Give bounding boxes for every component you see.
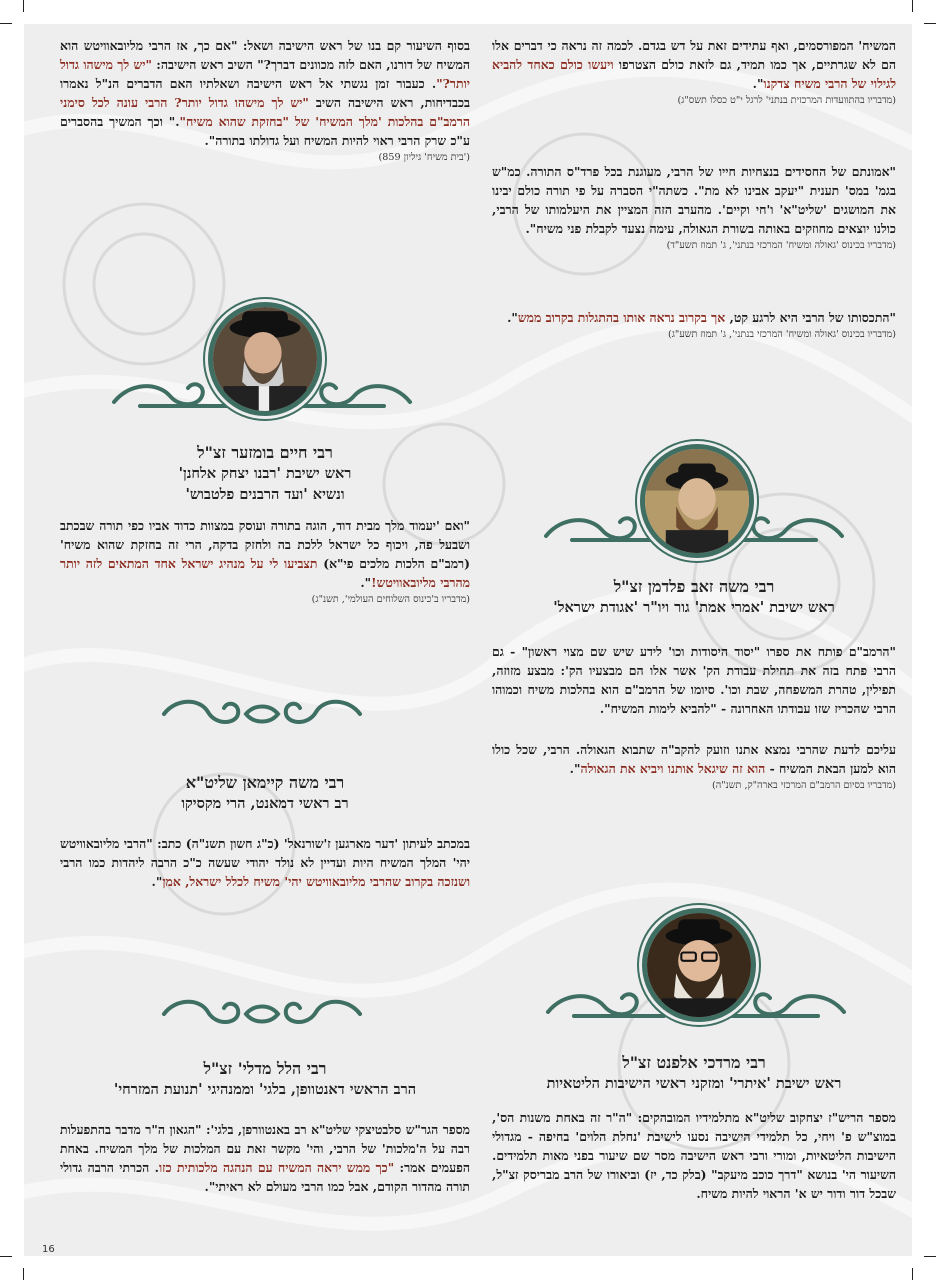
portrait-image: [645, 449, 749, 553]
quote-block: [492, 162, 896, 253]
quote-text: [492, 308, 896, 327]
quote-highlight: תצביעו לי על מנהיג ישראל אחד המתאים לזה יותר מהרבי מליובאוויטש!: [60, 556, 470, 590]
crop-mark: [912, 0, 913, 12]
quote-text-part: ".: [569, 761, 581, 776]
person-caption: [492, 576, 896, 618]
person-caption: [60, 442, 470, 505]
quote-block: [60, 516, 470, 607]
quote-text-part: המשיח' המפורסמים, ואף עתידים זאת על דש בגדם. לכמה זה נראה כי דברים אלו הם לא שגרתיים, אך כמו תמיד, גם לזאת כולם הצטרפו: [492, 38, 896, 72]
crop-mark: [924, 23, 936, 24]
quote-source: (מדבריו בהתוועדות המרכזית בנתני' לרגל י"ט כסלו תשס"ג): [677, 95, 896, 106]
quote-text: [60, 1120, 470, 1196]
crop-mark: [0, 1256, 12, 1257]
crop-mark: [0, 23, 12, 24]
person-title: רב ראשי דמאנט, הרי מקסיקו: [181, 795, 349, 812]
quote-highlight: "יש לך מישהו גדול יותר?": [59, 57, 470, 91]
quote-text-part: ".: [151, 874, 163, 889]
crop-mark: [924, 1256, 936, 1257]
quote-highlight: "יש לך מישהו גדול יותר? הרבי עונה לכל סימני הרמב"ם בהלכות 'מלך המשיח' של "בחזקת שהוא משיח": [60, 95, 470, 129]
quote-highlight: אך בקרוב נראה אותו בהתגלות בקרוב ממש: [517, 310, 726, 325]
quote-block: [60, 1120, 470, 1196]
quote-block: [492, 642, 896, 718]
quote-text-part: ." וכך המשיך בהסברים ע"כ שרק הרבי ראוי להיות המשיח ועל גדולתו בתורה".: [60, 114, 470, 148]
person-caption: [60, 1058, 470, 1100]
person-name: רבי משה זאב פלדמן זצ"ל: [613, 577, 775, 596]
crop-mark: [23, 0, 24, 12]
quote-text-part: ".: [752, 76, 764, 91]
quote-source: ('בית משיח' גיליון 859): [378, 152, 470, 163]
quote-source: (מדבריו בכינוס 'גאולה ומשיח' המרכזי בנתני', ג' תמוז תשע"ג): [668, 329, 896, 340]
quote-text-part: . כעבור זמן נגשתי אל ראש הישיבה ושאלתיו האם הדברים הנ"ל נאמרו בכבדיחות, ראש הישיבה השיב: [60, 76, 470, 110]
quote-text: [60, 516, 470, 592]
ornament-divider: [160, 696, 364, 732]
quote-highlight: "כך ממש יראה המשיח עם הנהגה מלכותית כזו: [158, 1160, 395, 1175]
quote-text: [492, 36, 896, 93]
quote-text: מספר הריש"ז יצחקוב שליט"א מתלמידיו המובהקים: "ה"ר זה באחת משנות הס', במוצ"ש פ' ויחי, כל תלמידי הישיבה נסעו לישיבת 'נחלת הלוים' בחיפה - מגדולי הישיבות הליטאיות, ומורי ורבי ראש הישיבה מסר שם שיעור בפני מאות תלמידים. השיעור הי' בנושא "דרך כוכב מיעקב" (בלק כד, יז) וביאורו של הרב מבריסק זצ"ל, שבכל דור ודור יש א' הראוי להיות משיח.: [492, 1110, 896, 1201]
quote-source: (מדבריו בסיום הרמב"ם המרכזי בארה"ק, תשנ"ה): [711, 780, 896, 791]
portrait-photo: [208, 302, 322, 416]
quote-block: [492, 1108, 896, 1203]
quote-highlight: ויעשו כולם כאחד להביא לגילוי של הרבי משיח צדקנו: [492, 57, 896, 91]
person-title: הרב הראשי דאנטוופן, בלגי' וממנהיגי 'תנועת המזרחי': [113, 1081, 417, 1098]
page-number: 16: [42, 1244, 55, 1255]
quote-highlight: הוא זה שיגאל אותנו ויביא את הגאולה: [580, 761, 766, 776]
person-title: ונשיא 'ועד הרבנים פלטבוש': [185, 486, 345, 503]
quote-text: [492, 740, 896, 778]
person-title: ראש ישיבת 'איתרי' ומזקני ראשי הישיבות הליטאיות: [546, 1075, 842, 1092]
person-caption: [492, 1052, 896, 1094]
quote-text-part: ".: [360, 575, 372, 590]
quote-text-part: "ואם 'יעמוד מלך מבית דוד, הוגה בתורה ועוסק במצוות כדוד אביו כפי תורה שבכתב ושבעל פה, ויכוף כל ישראל ללכת בה ולחזק בדקה, הרי זה בחזקת שהוא משיח' (רמב"ם הלכות מלכים פי"א): [60, 518, 470, 571]
quote-highlight: ושנזכה בקרוב שהרבי מליובאוויטש יהי' משיח לכלל ישראל, אמן: [162, 874, 470, 889]
quote-text: "אמונתם של החסידים בנצחיות חייו של הרבי, מעוגנת בכל פרד"ס התורה. כמ"ש בגמ' במס' תענית "יעקב אבינו לא מת". כשתה"י הסברה על פי תורה כולם יבינו את המושגים 'שליט"א' ו'חי וקיים'. מהערב הזה המציין את היעלמותו של הרבי, כולנו יוצאים מחוזקים באותה בשורת הגאולה, עימה נצעד לקבלת פני משיח".: [492, 164, 896, 236]
quote-text: [60, 36, 470, 150]
portrait-image: [647, 913, 751, 1017]
portrait-photo: [642, 908, 756, 1022]
quote-text-part: מספר הגר"ש סלבטיצקי שליט"א רב באנטוורפן, בלגי': "הגאון ה"ר מדבר בהתפעלות רבה על ה'מלכות' של הרבי, והי' מקשר זאת עם המלכות של מלך המשיח. באחת הפעמים אמר:: [60, 1122, 471, 1175]
quote-source: (מדבריו ב'כינוס השלוחים העולמי', תשנ"ג): [311, 594, 470, 605]
portrait-photo: [640, 444, 754, 558]
person-name: רבי חיים בומזער זצ"ל: [197, 443, 333, 462]
person-caption: [60, 772, 470, 814]
quote-text-part: במכתב לעיתון 'דער מארגען ז'שורנאל' (כ"ג חשון תשנ"ה) כתב: "הרבי מליובאוויטש יהי' המלך המשיח היות ועדיין לא נולד יהודי שעשה כ"כ הרבה ליהדות כמו הרבי: [60, 836, 470, 870]
quote-text-part: בסוף השיעור קם בנו של ראש הישיבה ושאל: "אם כך, אז הרבי מליובאוויטש הוא המשיח של דורנו, האם לזה מכוונים דברך?" השיב ראש הישיבה:: [60, 38, 470, 72]
ornament-divider: [160, 996, 364, 1032]
quote-text-part: "התכסותו של הרבי היא לרגע קט,: [725, 310, 896, 325]
quote-text-part: . הכרתי הרבה גדולי תורה מהדור הקודם, אבל כמו הרבי מעולם לא ראיתי".: [60, 1160, 470, 1194]
quote-source: (מדבריו בכינוס 'גאולה ומשיח' המרכזי בנתני', ג' תמוז תשע"ד): [666, 240, 896, 251]
person-name: רבי הלל מדלי' זצ"ל: [203, 1059, 327, 1078]
quote-text-part: ".: [507, 310, 518, 325]
person-title: ראש ישיבת 'רבנו יצחק אלחנן': [178, 465, 352, 482]
quote-block: [492, 308, 896, 342]
quote-block: [492, 740, 896, 793]
quote-text-part: עליכם לדעת שהרבי נמצא אתנו וזועק להקב"ה שתבוא הגאולה. הרבי, שכל כולו הוא למען הבאת המשיח -: [492, 742, 896, 776]
person-title: ראש ישיבת 'אמרי אמת' גור ויו"ר 'אגודת ישראל': [553, 599, 835, 616]
quote-text: [60, 834, 470, 891]
crop-mark: [912, 1268, 913, 1280]
quote-block: [492, 36, 896, 108]
person-name: רבי מרדכי אלפנט זצ"ל: [622, 1053, 766, 1072]
portrait-image: [213, 307, 317, 411]
crop-mark: [23, 1268, 24, 1280]
quote-block: [60, 834, 470, 891]
page: [24, 24, 912, 1256]
quote-block: [60, 36, 470, 165]
person-name: רבי משה קיימאן שליט"א: [185, 773, 345, 792]
quote-text: "הרמב"ם פותח את ספרו "יסוד היסודות וכו' לידע שיש שם מצוי ראשון" - גם הרבי פתח בזה את תחילת עבודת הק' אשר אלו הם מבצעיו הק': מבצע מזוזה, תפילין, טהרת המשפחה, שבת וכו'. סיומו של הרמב"ם הוא בהלכות משיח וכמוהו הרבי שהכריז שזו עבודתו האחרונה - "להביא לימות המשיח".: [492, 644, 896, 716]
